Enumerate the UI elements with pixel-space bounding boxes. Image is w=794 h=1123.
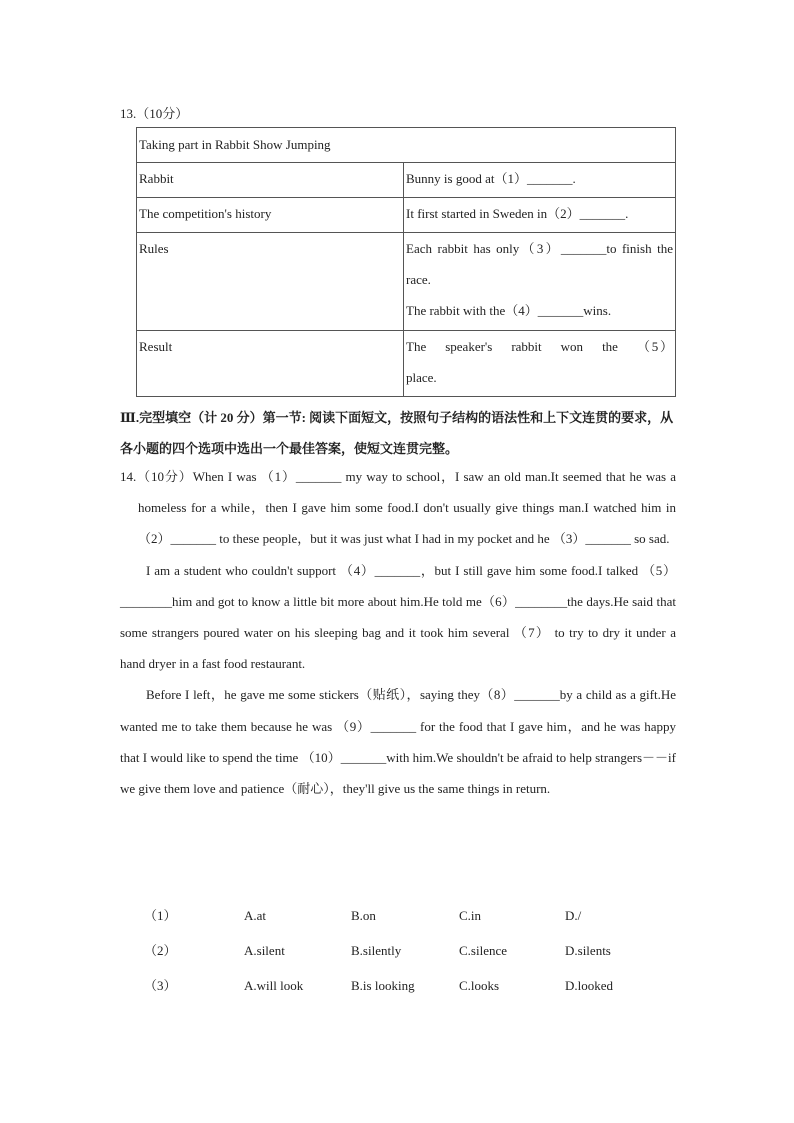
option-b[interactable]: B.on — [351, 908, 376, 923]
question-13-header: 13.（10分） — [120, 106, 189, 121]
rule-line-1: Each rabbit has only（3）_______to finish the race. — [406, 241, 673, 287]
option-number: （1） — [144, 908, 177, 923]
option-a[interactable]: A.will look — [244, 978, 304, 993]
table-row — [137, 331, 676, 397]
option-a[interactable]: A.at — [244, 908, 267, 923]
table-title-row — [137, 128, 676, 163]
answer-options — [120, 900, 676, 1005]
row-content — [404, 331, 676, 397]
option-d[interactable]: D.silents — [565, 943, 611, 958]
option-row — [120, 900, 676, 935]
row-content: It first started in Sweden in（2）_______. — [404, 198, 676, 233]
table-title: Taking part in Rabbit Show Jumping — [137, 128, 676, 163]
option-b[interactable]: B.silently — [351, 943, 402, 958]
option-number: （3） — [144, 978, 177, 993]
passage-paragraph-3: Before I left，he gave me some stickers（贴纸），saying they（8）_______by a child as a gift.He wanted me to take them because he was （9）_______ for the food that I gave him，and he was happy that I would like to spend the time （10）_______with him.We shouldn't be afraid to help strangers－－if we give them love and patience（耐心），they'll give us the same things in return. — [120, 687, 676, 797]
rabbit-show-table — [136, 127, 676, 397]
option-number: （2） — [144, 943, 177, 958]
option-c[interactable]: C.looks — [459, 978, 500, 993]
section-3-instructions: Ⅲ.完型填空（计 20 分）第一节: 阅读下面短文，按照句子结构的语法性和上下文连贯的要求，从各小题的四个选项中选出一个最佳答案，使短文连贯完整。 — [120, 410, 674, 456]
option-row — [120, 970, 676, 1005]
option-c[interactable]: C.silence — [459, 943, 508, 958]
rule-line-2: The rabbit with the（4）_______wins. — [406, 303, 612, 318]
option-a[interactable]: A.silent — [244, 943, 285, 958]
option-d[interactable]: D./ — [565, 908, 582, 923]
row-label: Rules — [137, 233, 404, 331]
option-row — [120, 935, 676, 970]
option-c[interactable]: C.in — [459, 908, 482, 923]
row-content — [404, 233, 676, 331]
row-content: Bunny is good at（1）_______. — [404, 163, 676, 198]
table-row — [137, 233, 676, 331]
option-d[interactable]: D.looked — [565, 978, 614, 993]
passage-paragraph-1: 14.（10分）When I was （1）_______ my way to school，I saw an old man.It seemed that he was a homeless for a while，then I gave him some food.I don't usually give things man.I watched him in （2）_______ to these people，but it was just what I had in my pocket and he （3）_______ so sad. — [120, 469, 676, 547]
row-label: The competition's history — [137, 198, 404, 233]
option-b[interactable]: B.is looking — [351, 978, 415, 993]
result-line: The speaker's rabbit won the （5） place. — [406, 339, 673, 385]
row-label: Result — [137, 331, 404, 397]
table-row — [137, 198, 676, 233]
table-row — [137, 163, 676, 198]
row-label: Rabbit — [137, 163, 404, 198]
passage-paragraph-2: I am a student who couldn't support （4）_______，but I still gave him some food.I talked （5）________him and got to know a little bit more about him.He told me（6）________the days.He said that some strangers poured water on his sleeping bag and it took him several （7） to try to dry it under a hand dryer in a fast food restaurant. — [120, 562, 676, 672]
question-14-passage — [120, 461, 676, 804]
